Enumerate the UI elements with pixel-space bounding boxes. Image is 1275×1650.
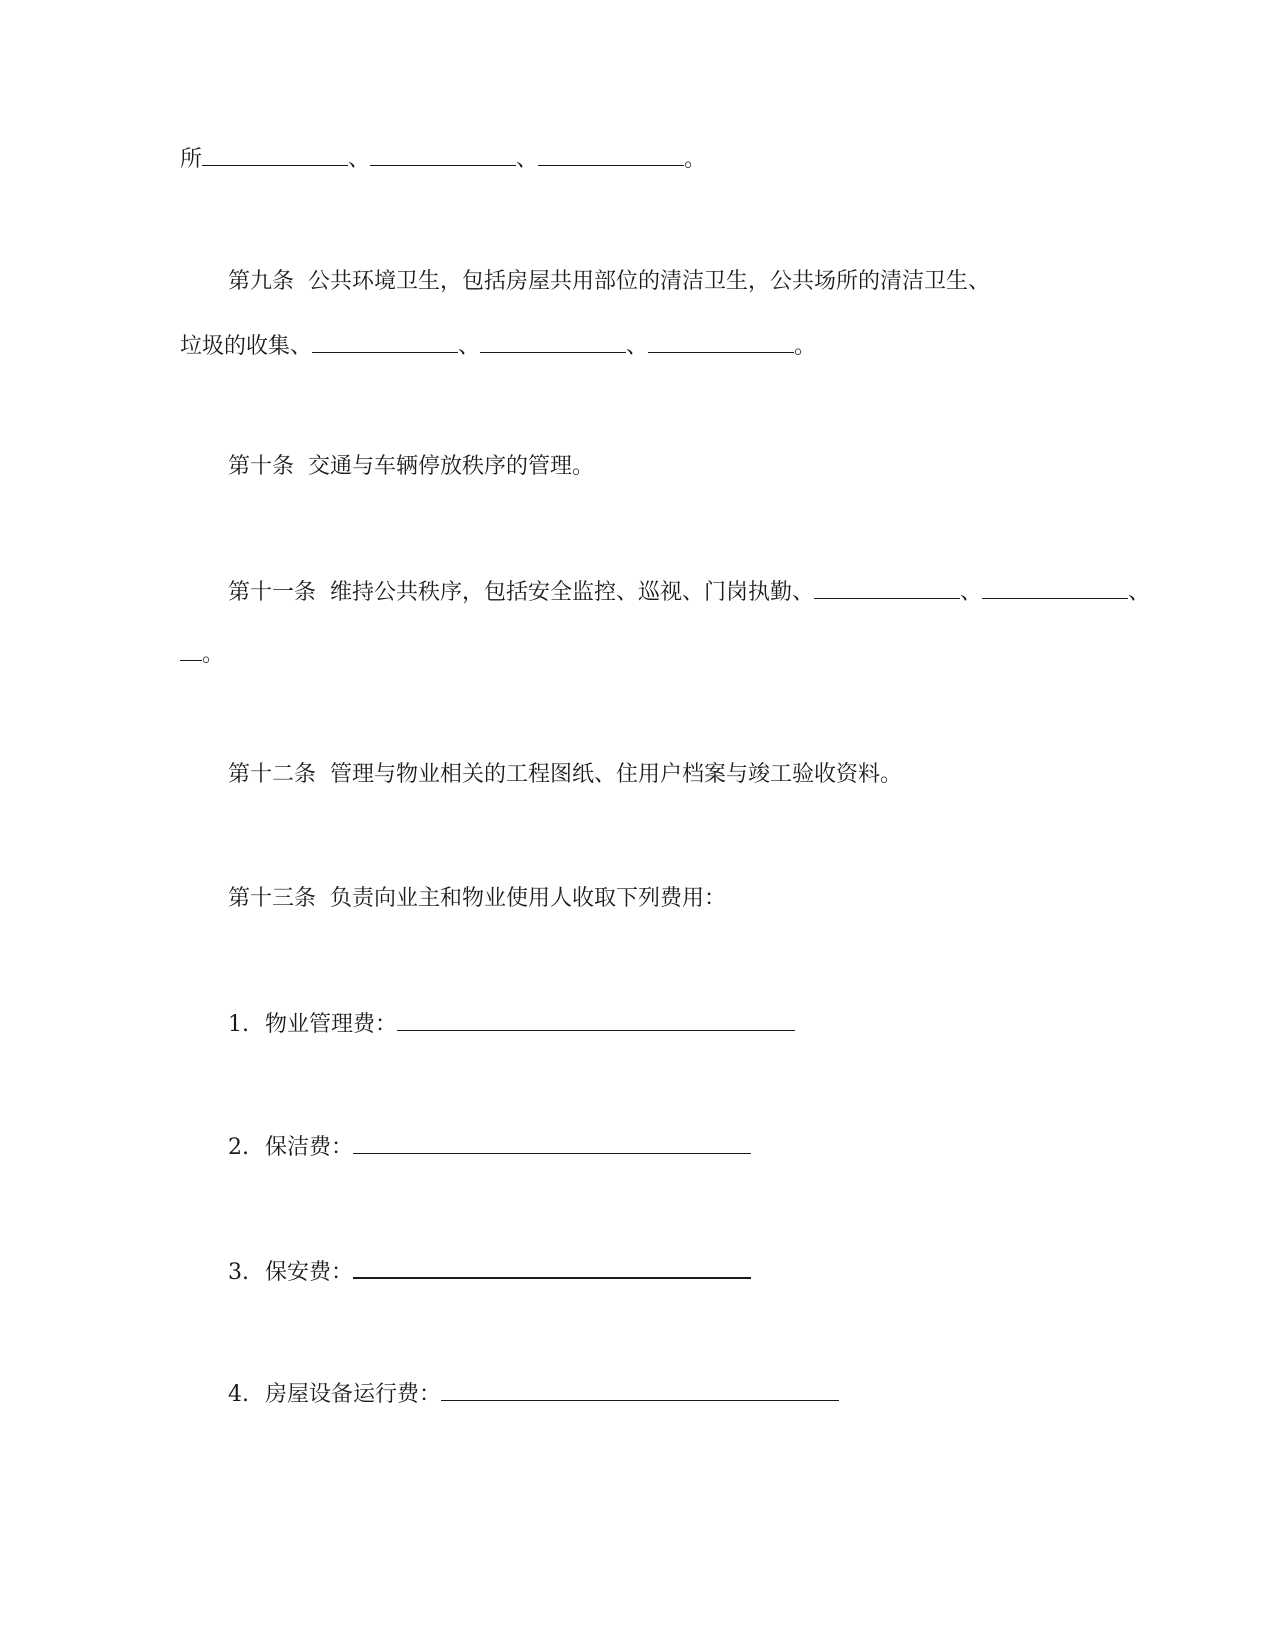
article-9 [228, 267, 990, 297]
fee-label: 房屋设备运行费： [265, 1382, 442, 1407]
end-mark: 。 [202, 642, 225, 667]
article-text: 公共环境卫生，包括房屋共用部位的清洁卫生，公共场所的清洁卫生、 [308, 269, 991, 294]
end-mark: 。 [684, 147, 707, 172]
blank-field[interactable] [312, 330, 458, 353]
article-label: 第十一条 [228, 580, 317, 605]
article-text: 管理与物业相关的工程图纸、住用户档案与竣工验收资料。 [330, 762, 903, 787]
separator: 、 [960, 580, 983, 605]
article-10 [228, 452, 594, 482]
text-line-1 [180, 143, 706, 175]
fee-number: 4. [228, 1382, 249, 1407]
text-fragment: 所 [180, 147, 203, 172]
article-12 [228, 760, 902, 790]
fee-blank-field[interactable] [353, 1131, 751, 1154]
blank-field[interactable] [648, 330, 794, 353]
fee-number: 1. [228, 1012, 249, 1037]
article-11 [228, 576, 1150, 608]
separator: 、 [348, 147, 371, 172]
article-text: 负责向业主和物业使用人收取下列费用： [330, 886, 727, 911]
article-label: 第十三条 [228, 886, 317, 911]
end-mark: 。 [794, 334, 817, 359]
fee-label: 物业管理费： [265, 1012, 398, 1037]
fee-number: 2. [228, 1135, 249, 1160]
blank-field[interactable] [538, 143, 684, 166]
blank-field[interactable] [480, 330, 626, 353]
fee-item-1 [228, 1008, 795, 1040]
article-11-continuation [180, 638, 224, 670]
fee-number: 3. [228, 1260, 249, 1285]
article-text: 交通与车辆停放秩序的管理。 [308, 454, 595, 479]
blank-field[interactable] [370, 143, 516, 166]
separator: 、 [1128, 580, 1151, 605]
article-label: 第九条 [228, 269, 295, 294]
blank-field[interactable] [814, 576, 960, 599]
fee-item-3 [228, 1255, 751, 1288]
fee-blank-field[interactable] [397, 1008, 795, 1031]
blank-field[interactable] [180, 638, 202, 661]
article-9-continuation [180, 330, 816, 362]
blank-field[interactable] [982, 576, 1128, 599]
fee-blank-field[interactable] [353, 1255, 751, 1279]
blank-field[interactable] [202, 143, 348, 166]
article-label: 第十条 [228, 454, 295, 479]
article-text: 垃圾的收集、 [180, 334, 313, 359]
separator: 、 [458, 334, 481, 359]
fee-blank-field[interactable] [441, 1378, 839, 1401]
separator: 、 [516, 147, 539, 172]
fee-label: 保洁费： [265, 1135, 354, 1160]
fee-label: 保安费： [265, 1260, 354, 1285]
article-text: 维持公共秩序，包括安全监控、巡视、门岗执勤、 [330, 580, 815, 605]
fee-item-2 [228, 1131, 751, 1163]
separator: 、 [626, 334, 649, 359]
article-label: 第十二条 [228, 762, 317, 787]
article-13 [228, 884, 726, 914]
fee-item-4 [228, 1378, 839, 1410]
